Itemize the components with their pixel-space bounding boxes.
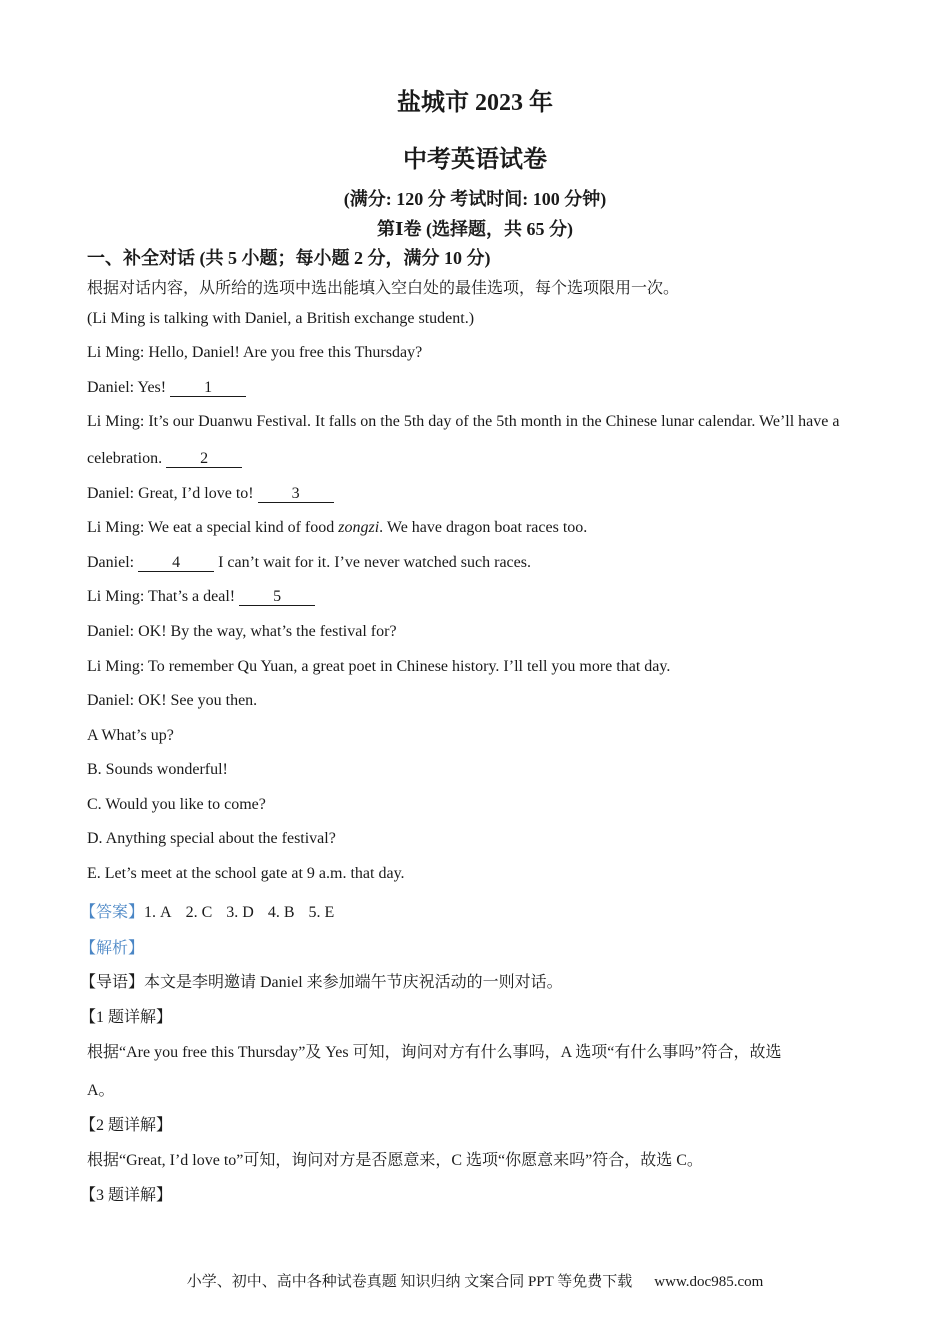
q2-detail-heading: 【2 题详解】 [80, 1117, 173, 1134]
dialogue-line: Daniel: OK! By the way, what’s the festival for? [87, 623, 397, 640]
answer-line [80, 899, 334, 922]
dialogue-text: I can’t wait for it. I’ve never watched such races. [214, 554, 531, 571]
answer-item: 2. C [185, 904, 213, 921]
dialogue-line: Li Ming: To remember Qu Yuan, a great poet in Chinese history. I’ll tell you more that day. [87, 658, 671, 675]
dialogue-line [87, 588, 315, 606]
dialogue-context: (Li Ming is talking with Daniel, a British exchange student.) [87, 310, 475, 327]
dialogue-line [87, 450, 242, 468]
dialogue-line [87, 379, 246, 397]
q2-detail-text: 根据“Great, I’d love to”可知，询问对方是否愿意来，C 选项“你愿意来吗”符合，故选 C。 [87, 1152, 703, 1169]
dialogue-line: Li Ming: Hello, Daniel! Are you free this Thursday? [87, 344, 423, 361]
section-heading: 一、补全对话 (共 5 小题；每小题 2 分，满分 10 分) [87, 248, 491, 268]
option-c: C. Would you like to come? [87, 796, 266, 813]
answer-item: 4. B [267, 904, 295, 921]
answer-item: 5. E [308, 904, 335, 921]
dialogue-text: Daniel: Great, I’d love to! [87, 485, 258, 502]
food-name: zongzi [338, 519, 380, 536]
answer-label: 【答案】 [80, 904, 145, 921]
q1-detail-text: 根据“Are you free this Thursday”及 Yes 可知，询问对方有什么事吗，A 选项“有什么事吗”符合，故选 [87, 1044, 782, 1061]
exam-title-subject: 中考英语试卷 [403, 147, 547, 173]
blank-2: 2 [166, 451, 242, 468]
blank-5: 5 [239, 589, 315, 606]
section-instruction: 根据对话内容，从所给的选项中选出能填入空白处的最佳选项，每个选项限用一次。 [87, 280, 680, 297]
answer-item: 3. D [226, 904, 254, 921]
dialogue-line: Li Ming: It’s our Duanwu Festival. It falls on the 5th day of the 5th month in the Chinese lunar calendar. We’ll have a [87, 413, 840, 430]
page-footer [0, 1270, 950, 1291]
answer-item: 1. A [144, 904, 172, 921]
footer-url[interactable]: www.doc985.com [654, 1274, 764, 1290]
option-b: B. Sounds wonderful! [87, 761, 228, 778]
q1-detail-heading: 【1 题详解】 [80, 1009, 173, 1026]
dialogue-line [87, 485, 334, 503]
blank-1: 1 [170, 380, 246, 397]
dialogue-line: Daniel: OK! See you then. [87, 692, 258, 709]
blank-3: 3 [258, 486, 334, 503]
blank-4: 4 [138, 555, 214, 572]
dialogue-line [87, 554, 531, 572]
exam-title-city-year: 盐城市 2023 年 [397, 90, 553, 116]
dialogue-text: celebration. [87, 450, 167, 467]
option-a: A What’s up? [87, 727, 174, 744]
dialogue-text: Daniel: Yes! [87, 379, 171, 396]
analysis-guide: 【导语】本文是李明邀请 Daniel 来参加端午节庆祝活动的一则对话。 [80, 974, 563, 991]
q3-detail-heading: 【3 题详解】 [80, 1187, 173, 1204]
option-e: E. Let’s meet at the school gate at 9 a.m. that day. [87, 865, 405, 882]
footer-text: 小学、初中、高中各种试卷真题 知识归纳 文案合同 PPT 等免费下载 [186, 1274, 633, 1290]
dialogue-line [87, 519, 587, 537]
dialogue-text: . We have dragon boat races too. [379, 519, 588, 536]
score-info: (满分: 120 分 考试时间: 100 分钟) [343, 189, 607, 209]
volume-info: 第Ⅰ卷 (选择题，共 65 分) [377, 219, 573, 239]
q1-detail-text: A。 [87, 1082, 115, 1099]
dialogue-text: Daniel: [87, 554, 139, 571]
option-d: D. Anything special about the festival? [87, 830, 336, 847]
analysis-label: 【解析】 [80, 940, 145, 957]
dialogue-text: Li Ming: We eat a special kind of food [87, 519, 339, 536]
dialogue-text: Li Ming: That’s a deal! [87, 588, 240, 605]
